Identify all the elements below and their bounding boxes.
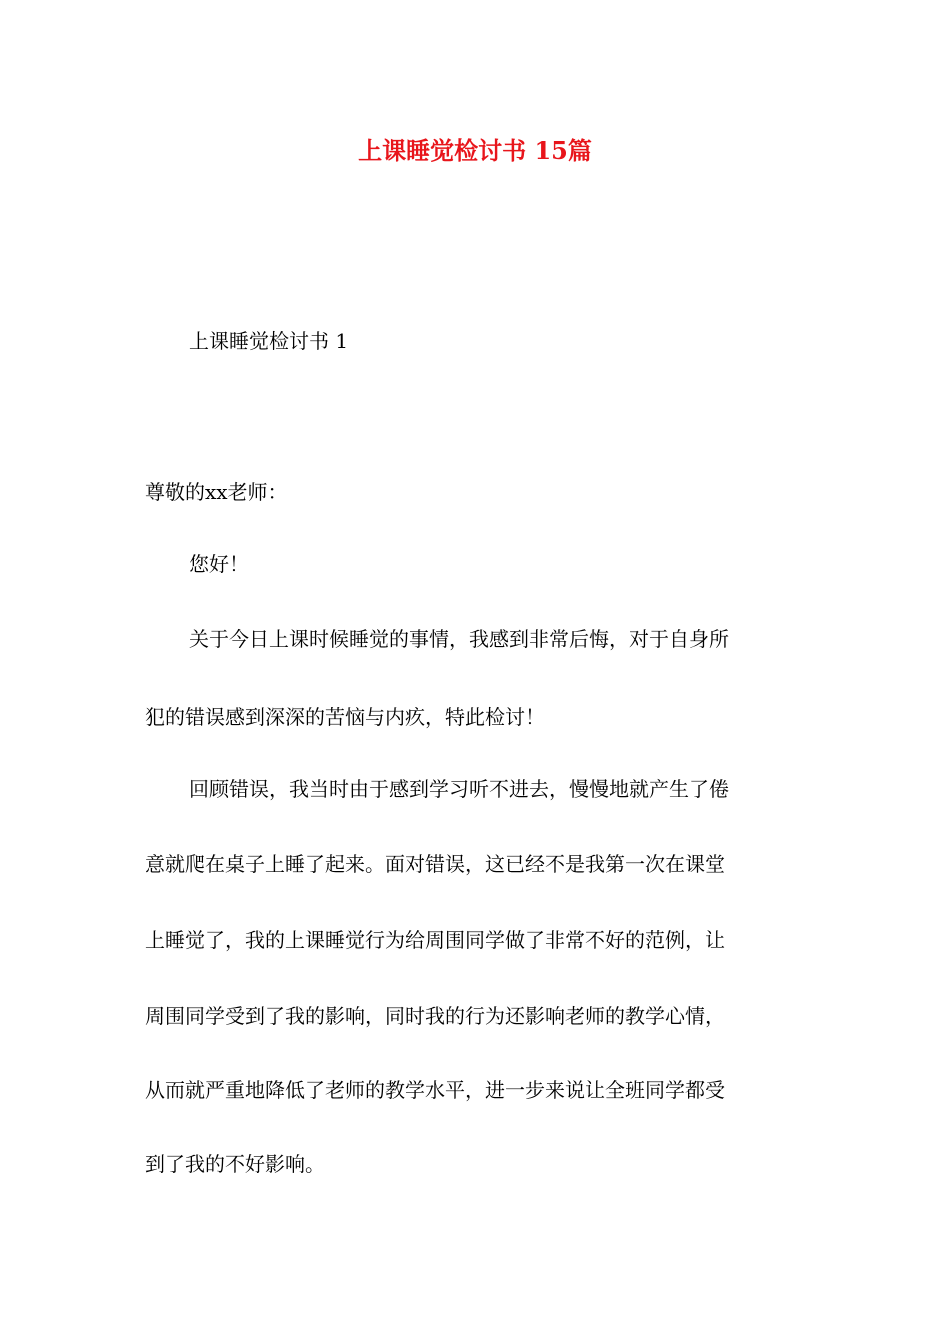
paragraph-2-line-4: 周围同学受到了我的影响，同时我的行为还影响老师的教学心情， (145, 1004, 725, 1028)
salutation: 尊敬的xx老师： (145, 480, 288, 504)
paragraph-2-line-2: 意就爬在桌子上睡了起来。面对错误，这已经不是我第一次在课堂 (145, 852, 725, 876)
paragraph-2-line-5: 从而就严重地降低了老师的教学水平，进一步来说让全班同学都受 (145, 1078, 725, 1102)
document-title: 上课睡觉检讨书 15篇 (358, 136, 592, 165)
paragraph-2-line-3: 上睡觉了，我的上课睡觉行为给周围同学做了非常不好的范例，让 (145, 928, 725, 952)
paragraph-1-line-2: 犯的错误感到深深的苦恼与内疚，特此检讨！ (145, 705, 545, 729)
section-heading: 上课睡觉检讨书 1 (189, 329, 349, 353)
paragraph-2-line-1: 回顾错误，我当时由于感到学习听不进去，慢慢地就产生了倦 (189, 777, 729, 801)
paragraph-1-line-1: 关于今日上课时候睡觉的事情，我感到非常后悔，对于自身所 (189, 627, 729, 651)
paragraph-2-line-6: 到了我的不好影响。 (145, 1152, 325, 1176)
greeting: 您好！ (189, 552, 249, 576)
